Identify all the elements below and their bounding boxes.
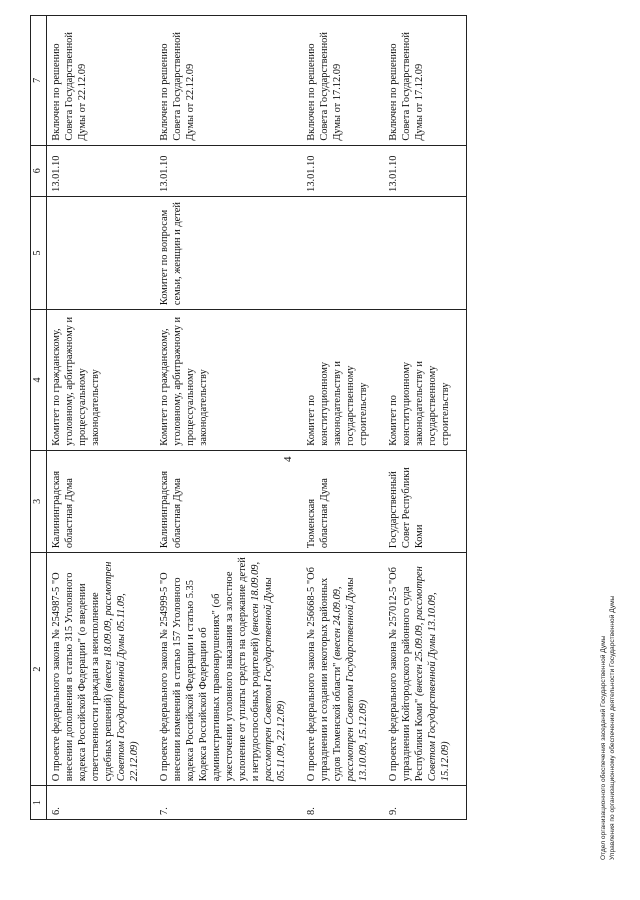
council-decision: Включен по решению Совета Государственной Думы от 22.12.09 (46, 16, 155, 146)
column-header: 6 (31, 145, 47, 196)
table-row (384, 16, 467, 820)
column-header: 3 (31, 450, 47, 552)
page-number: 4 (282, 456, 294, 462)
row-number: 7. (155, 786, 302, 820)
responsible-committee: Комитет по гражданскому, уголовному, арбитражному и процессуальному законодательству (46, 310, 155, 451)
bill-title: О проекте федерального закона № 257012-5 "Об упразднении Койгородского районного суда Республики Коми" (387, 567, 425, 782)
row-number: 9. (384, 786, 467, 820)
bill-title: О проекте федерального закона № 254987-5 "О внесении дополнения в статью 315 Уголовного кодекса Российской Федерации" (о введении ответственности граждан за неисполнение судебных решений) (50, 572, 114, 782)
bill-note: (внесен 24.09.09, рассмотрен Советом Государственной Думы 13.10.09, 15.12.09) (331, 577, 369, 782)
review-date: 13.01.10 (384, 145, 467, 196)
bills-table (30, 15, 467, 820)
review-date: 13.01.10 (302, 145, 384, 196)
row-number: 8. (302, 786, 384, 820)
column-header: 1 (31, 786, 47, 820)
table-row (46, 16, 155, 820)
column-header: 4 (31, 310, 47, 451)
row-number: 6. (46, 786, 155, 820)
bill-title: О проекте федерального закона № 254999-5 "О внесении изменений в статью 157 Уголовного кодекса Российской Федерации и статью 5.35 Кодекса Российской Федерации об административных правонарушениях" (об ужесточении уголовного наказания за злостное уклонение от уплаты средств на содержание детей и нетрудоспособных родителей) (158, 557, 261, 782)
council-decision: Включен по решению Совета Государственной Думы от 22.12.09 (155, 16, 302, 146)
column-header: 2 (31, 553, 47, 786)
co-committee: Комитет по вопросам семьи, женщин и детей (155, 196, 302, 309)
bill-author: Калининградская областная Дума (155, 450, 302, 552)
bill-title-cell (384, 553, 467, 786)
bill-title-cell (302, 553, 384, 786)
table-header-row (31, 16, 47, 820)
column-header: 5 (31, 196, 47, 309)
table-row (302, 16, 384, 820)
responsible-committee: Комитет по гражданскому, уголовному, арбитражному и процессуальному законодательству (155, 310, 302, 451)
council-decision: Включен по решению Совета Государственной Думы от 17.12.09 (384, 16, 467, 146)
bill-note: (внесен 18.09.09, рассмотрен Советом Государственной Думы 05.11.09, 22.12.09) (249, 561, 287, 782)
footer-line: Управления по организационному обеспечению деятельности Государственной Думы (608, 595, 616, 860)
document-footer (600, 596, 618, 860)
bill-note: (внесен 25.09.09, рассмотрен Советом Государственной Думы 13.10.09, 15.12.09) (413, 566, 451, 782)
bill-author: Государственный Совет Республики Коми (384, 450, 467, 552)
footer-line: Отдел организационного обеспечения заседаний Государственной Думы (600, 635, 607, 860)
co-committee (384, 196, 467, 309)
table-row (155, 16, 302, 820)
column-header: 7 (31, 16, 47, 146)
co-committee (46, 196, 155, 309)
bill-author: Калининградская областная Дума (46, 450, 155, 552)
bill-note: (внесен 18.09.09, рассмотрен Советом Государственной Думы 05.11.09, 22.12.09) (102, 561, 140, 782)
bill-title: О проекте федерального закона № 256668-5 "Об упразднении и создании некоторых районных судов Тюменской области" (305, 567, 343, 782)
review-date: 13.01.10 (155, 145, 302, 196)
responsible-committee: Комитет по конституционному законодательству и государственному строительству (384, 310, 467, 451)
bill-title-cell (155, 553, 302, 786)
council-decision: Включен по решению Совета Государственной Думы от 17.12.09 (302, 16, 384, 146)
bill-author: Тюменская областная Дума (302, 450, 384, 552)
responsible-committee: Комитет по конституционному законодательству и государственному строительству (302, 310, 384, 451)
co-committee (302, 196, 384, 309)
bill-title-cell (46, 553, 155, 786)
review-date: 13.01.10 (46, 145, 155, 196)
